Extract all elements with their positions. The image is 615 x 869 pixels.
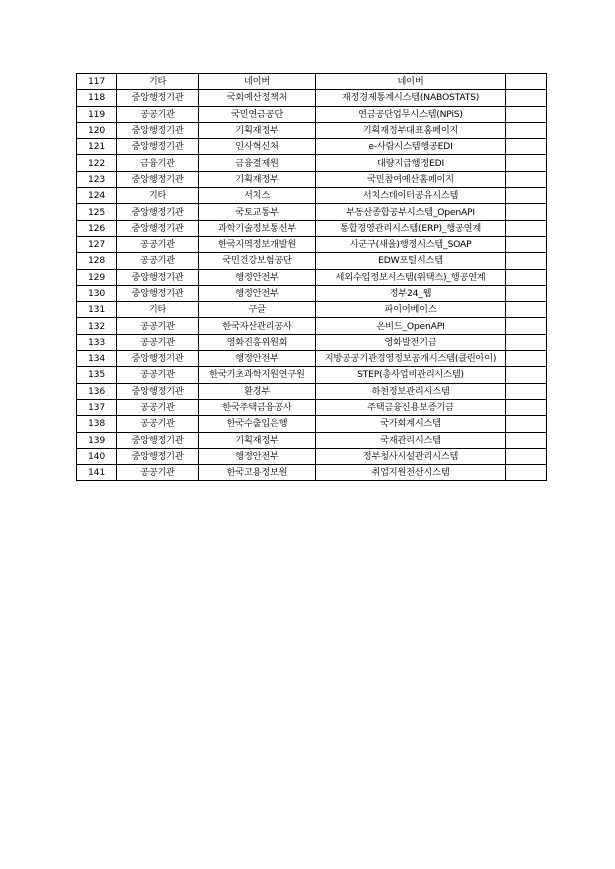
system-name-cell: 주택금융신용보증기금 — [316, 399, 506, 415]
organization-cell: 서치스 — [199, 188, 316, 204]
system-name-cell: 국민참여예산홈페이지 — [316, 171, 506, 187]
institution-type-cell: 공공기관 — [117, 367, 199, 383]
table-body — [77, 74, 547, 481]
table-row — [77, 236, 547, 252]
organization-cell: 기획재정부 — [199, 171, 316, 187]
empty-cell — [506, 367, 547, 383]
empty-cell — [506, 269, 547, 285]
table-row — [77, 106, 547, 122]
table-row — [77, 285, 547, 301]
table-row — [77, 465, 547, 481]
empty-cell — [506, 139, 547, 155]
organization-cell: 행정안전부 — [199, 269, 316, 285]
row-number-cell: 137 — [77, 399, 117, 415]
row-number-cell: 132 — [77, 318, 117, 334]
system-list-table — [76, 73, 547, 481]
row-number-cell: 126 — [77, 220, 117, 236]
row-number-cell: 133 — [77, 334, 117, 350]
organization-cell: 국회예산정책처 — [199, 90, 316, 106]
organization-cell: 기획재정부 — [199, 432, 316, 448]
row-number-cell: 122 — [77, 155, 117, 171]
empty-cell — [506, 383, 547, 399]
empty-cell — [506, 285, 547, 301]
institution-type-cell: 중앙행정기관 — [117, 383, 199, 399]
table-row — [77, 171, 547, 187]
institution-type-cell: 공공기관 — [117, 334, 199, 350]
table-row — [77, 122, 547, 138]
row-number-cell: 127 — [77, 236, 117, 252]
institution-type-cell: 중앙행정기관 — [117, 351, 199, 367]
institution-type-cell: 금융기관 — [117, 155, 199, 171]
system-name-cell: 국재관리시스템 — [316, 432, 506, 448]
institution-type-cell: 중앙행정기관 — [117, 90, 199, 106]
system-name-cell: 국가회계시스템 — [316, 416, 506, 432]
system-name-cell: 파이어베이스 — [316, 302, 506, 318]
table-row — [77, 220, 547, 236]
row-number-cell: 117 — [77, 74, 117, 90]
row-number-cell: 128 — [77, 253, 117, 269]
institution-type-cell: 공공기관 — [117, 399, 199, 415]
system-name-cell: 정부24_웹 — [316, 285, 506, 301]
empty-cell — [506, 432, 547, 448]
institution-type-cell: 기타 — [117, 74, 199, 90]
empty-cell — [506, 465, 547, 481]
row-number-cell: 138 — [77, 416, 117, 432]
system-name-cell: e-사람시스템행공EDI — [316, 139, 506, 155]
organization-cell: 금융결제원 — [199, 155, 316, 171]
empty-cell — [506, 74, 547, 90]
empty-cell — [506, 334, 547, 350]
row-number-cell: 140 — [77, 448, 117, 464]
institution-type-cell: 공공기관 — [117, 253, 199, 269]
organization-cell: 국토교통부 — [199, 204, 316, 220]
institution-type-cell: 중앙행정기관 — [117, 269, 199, 285]
empty-cell — [506, 204, 547, 220]
organization-cell: 과학기술정보통신부 — [199, 220, 316, 236]
system-name-cell: 연금공단업무시스템(NPiS) — [316, 106, 506, 122]
system-name-cell: 시군구(새올)행정시스템_SOAP — [316, 236, 506, 252]
row-number-cell: 141 — [77, 465, 117, 481]
table-row — [77, 74, 547, 90]
row-number-cell: 130 — [77, 285, 117, 301]
table-row — [77, 367, 547, 383]
system-name-cell: 영화발전기금 — [316, 334, 506, 350]
organization-cell: 행정안전부 — [199, 351, 316, 367]
table-row — [77, 204, 547, 220]
institution-type-cell: 중앙행정기관 — [117, 171, 199, 187]
institution-type-cell: 중앙행정기관 — [117, 122, 199, 138]
row-number-cell: 134 — [77, 351, 117, 367]
institution-type-cell: 공공기관 — [117, 318, 199, 334]
table-row — [77, 416, 547, 432]
table-row — [77, 334, 547, 350]
organization-cell: 구글 — [199, 302, 316, 318]
organization-cell: 행정안전부 — [199, 448, 316, 464]
table-row — [77, 253, 547, 269]
table-row — [77, 383, 547, 399]
row-number-cell: 118 — [77, 90, 117, 106]
empty-cell — [506, 220, 547, 236]
institution-type-cell: 공공기관 — [117, 106, 199, 122]
row-number-cell: 131 — [77, 302, 117, 318]
system-name-cell: 하천정보관리시스템 — [316, 383, 506, 399]
row-number-cell: 136 — [77, 383, 117, 399]
organization-cell: 행정안전부 — [199, 285, 316, 301]
system-name-cell: 세외수입정보시스템(위택스)_행공연계 — [316, 269, 506, 285]
table-row — [77, 432, 547, 448]
organization-cell: 영화진흥위원회 — [199, 334, 316, 350]
table-row — [77, 318, 547, 334]
table-row — [77, 90, 547, 106]
empty-cell — [506, 155, 547, 171]
system-name-cell: 재정경제통계시스템(NABOSTATS) — [316, 90, 506, 106]
empty-cell — [506, 188, 547, 204]
table-row — [77, 139, 547, 155]
system-name-cell: 기획재정부대표홈페이지 — [316, 122, 506, 138]
organization-cell: 환경부 — [199, 383, 316, 399]
table-row — [77, 155, 547, 171]
system-name-cell: 네이버 — [316, 74, 506, 90]
system-name-cell: 온비드_OpenAPI — [316, 318, 506, 334]
organization-cell: 기획재정부 — [199, 122, 316, 138]
organization-cell: 한국자산관리공사 — [199, 318, 316, 334]
institution-type-cell: 공공기관 — [117, 236, 199, 252]
organization-cell: 네이버 — [199, 74, 316, 90]
institution-type-cell: 중앙행정기관 — [117, 432, 199, 448]
institution-type-cell: 공공기관 — [117, 416, 199, 432]
table-row — [77, 269, 547, 285]
row-number-cell: 123 — [77, 171, 117, 187]
table-row — [77, 351, 547, 367]
system-name-cell: STEP(총사업비관리시스템) — [316, 367, 506, 383]
system-name-cell: 취업지원전산시스템 — [316, 465, 506, 481]
empty-cell — [506, 318, 547, 334]
organization-cell: 인사혁신처 — [199, 139, 316, 155]
system-name-cell: 대량지급행정EDI — [316, 155, 506, 171]
row-number-cell: 120 — [77, 122, 117, 138]
institution-type-cell: 중앙행정기관 — [117, 220, 199, 236]
system-name-cell: 부동산종합공부시스템_OpenAPI — [316, 204, 506, 220]
row-number-cell: 135 — [77, 367, 117, 383]
organization-cell: 한국기초과학지원연구원 — [199, 367, 316, 383]
institution-type-cell: 중앙행정기관 — [117, 139, 199, 155]
system-name-cell: 통합경영관리시스템(ERP)_행공연계 — [316, 220, 506, 236]
empty-cell — [506, 236, 547, 252]
organization-cell: 한국수출입은행 — [199, 416, 316, 432]
empty-cell — [506, 416, 547, 432]
empty-cell — [506, 302, 547, 318]
table-row — [77, 188, 547, 204]
system-name-cell: 지방공공기관경영정보공개시스템(클린아이) — [316, 351, 506, 367]
organization-cell: 국민건강보험공단 — [199, 253, 316, 269]
institution-type-cell: 기타 — [117, 188, 199, 204]
row-number-cell: 124 — [77, 188, 117, 204]
system-name-cell: 정부청사시설관리시스템 — [316, 448, 506, 464]
table-row — [77, 302, 547, 318]
row-number-cell: 125 — [77, 204, 117, 220]
row-number-cell: 121 — [77, 139, 117, 155]
organization-cell: 한국주택금융공사 — [199, 399, 316, 415]
institution-type-cell: 중앙행정기관 — [117, 204, 199, 220]
empty-cell — [506, 171, 547, 187]
row-number-cell: 139 — [77, 432, 117, 448]
empty-cell — [506, 448, 547, 464]
system-name-cell: 서치스데이터공유시스템 — [316, 188, 506, 204]
empty-cell — [506, 399, 547, 415]
table-row — [77, 448, 547, 464]
empty-cell — [506, 122, 547, 138]
organization-cell: 한국고용정보원 — [199, 465, 316, 481]
organization-cell: 국민연금공단 — [199, 106, 316, 122]
table-row — [77, 399, 547, 415]
row-number-cell: 119 — [77, 106, 117, 122]
empty-cell — [506, 351, 547, 367]
system-name-cell: EDW포털시스템 — [316, 253, 506, 269]
institution-type-cell: 기타 — [117, 302, 199, 318]
empty-cell — [506, 106, 547, 122]
empty-cell — [506, 253, 547, 269]
row-number-cell: 129 — [77, 269, 117, 285]
institution-type-cell: 공공기관 — [117, 465, 199, 481]
empty-cell — [506, 90, 547, 106]
organization-cell: 한국지역정보개발원 — [199, 236, 316, 252]
institution-type-cell: 중앙행정기관 — [117, 285, 199, 301]
institution-type-cell: 중앙행정기관 — [117, 448, 199, 464]
